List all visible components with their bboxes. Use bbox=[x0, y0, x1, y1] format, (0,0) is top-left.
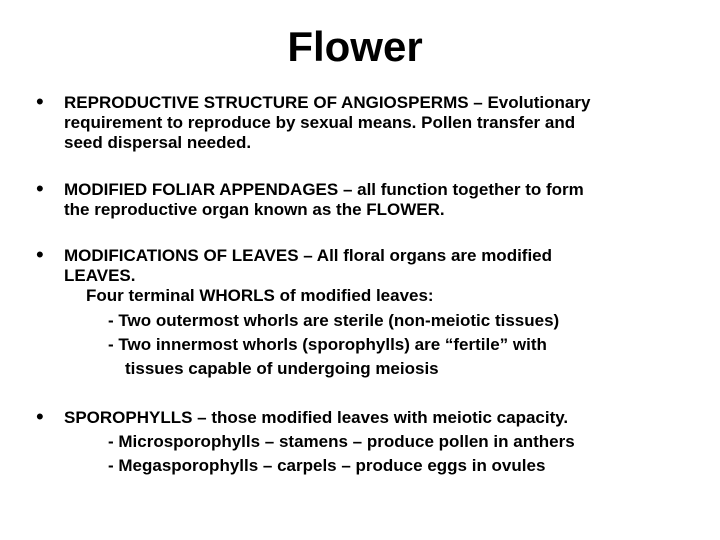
bullet-line: seed dispersal needed. bbox=[64, 133, 252, 152]
slide-title: Flower bbox=[287, 23, 423, 70]
bullet-line: LEAVES. bbox=[64, 266, 136, 285]
bullet-line: Four terminal WHORLS of modified leaves: bbox=[86, 286, 434, 305]
bullet-marker: • bbox=[36, 242, 44, 267]
bullet-marker: • bbox=[36, 176, 44, 201]
bullet-line: MODIFICATIONS OF LEAVES – All floral organs are modified bbox=[64, 246, 553, 265]
bullet-line: the reproductive organ known as the FLOWER. bbox=[64, 200, 445, 219]
bullet-line: REPRODUCTIVE STRUCTURE OF ANGIOSPERMS – Evolutionary bbox=[64, 93, 591, 112]
bullet-line: - Two innermost whorls (sporophylls) are “fertile” with bbox=[108, 335, 547, 354]
bullet-text-modified-foliar bbox=[64, 179, 704, 219]
bullet-marker: • bbox=[36, 89, 44, 114]
bullet-text-reproductive-structure bbox=[64, 92, 704, 152]
bullet-line: SPOROPHYLLS – those modified leaves with meiotic capacity. bbox=[64, 408, 569, 427]
bullet-text-modifications-of-leaves bbox=[64, 245, 704, 382]
bullet-line: tissues capable of undergoing meiosis bbox=[125, 359, 439, 378]
bullet-line: MODIFIED FOLIAR APPENDAGES – all function together to form bbox=[64, 180, 584, 199]
bullet-text-sporophylls bbox=[64, 407, 704, 479]
bullet-line: - Megasporophylls – carpels – produce eggs in ovules bbox=[108, 456, 546, 475]
bullet-line: - Two outermost whorls are sterile (non-meiotic tissues) bbox=[108, 311, 560, 330]
bullet-line: requirement to reproduce by sexual means. Pollen transfer and bbox=[64, 113, 576, 132]
bullet-line: - Microsporophylls – stamens – produce pollen in anthers bbox=[108, 432, 575, 451]
bullet-marker: • bbox=[36, 404, 44, 429]
